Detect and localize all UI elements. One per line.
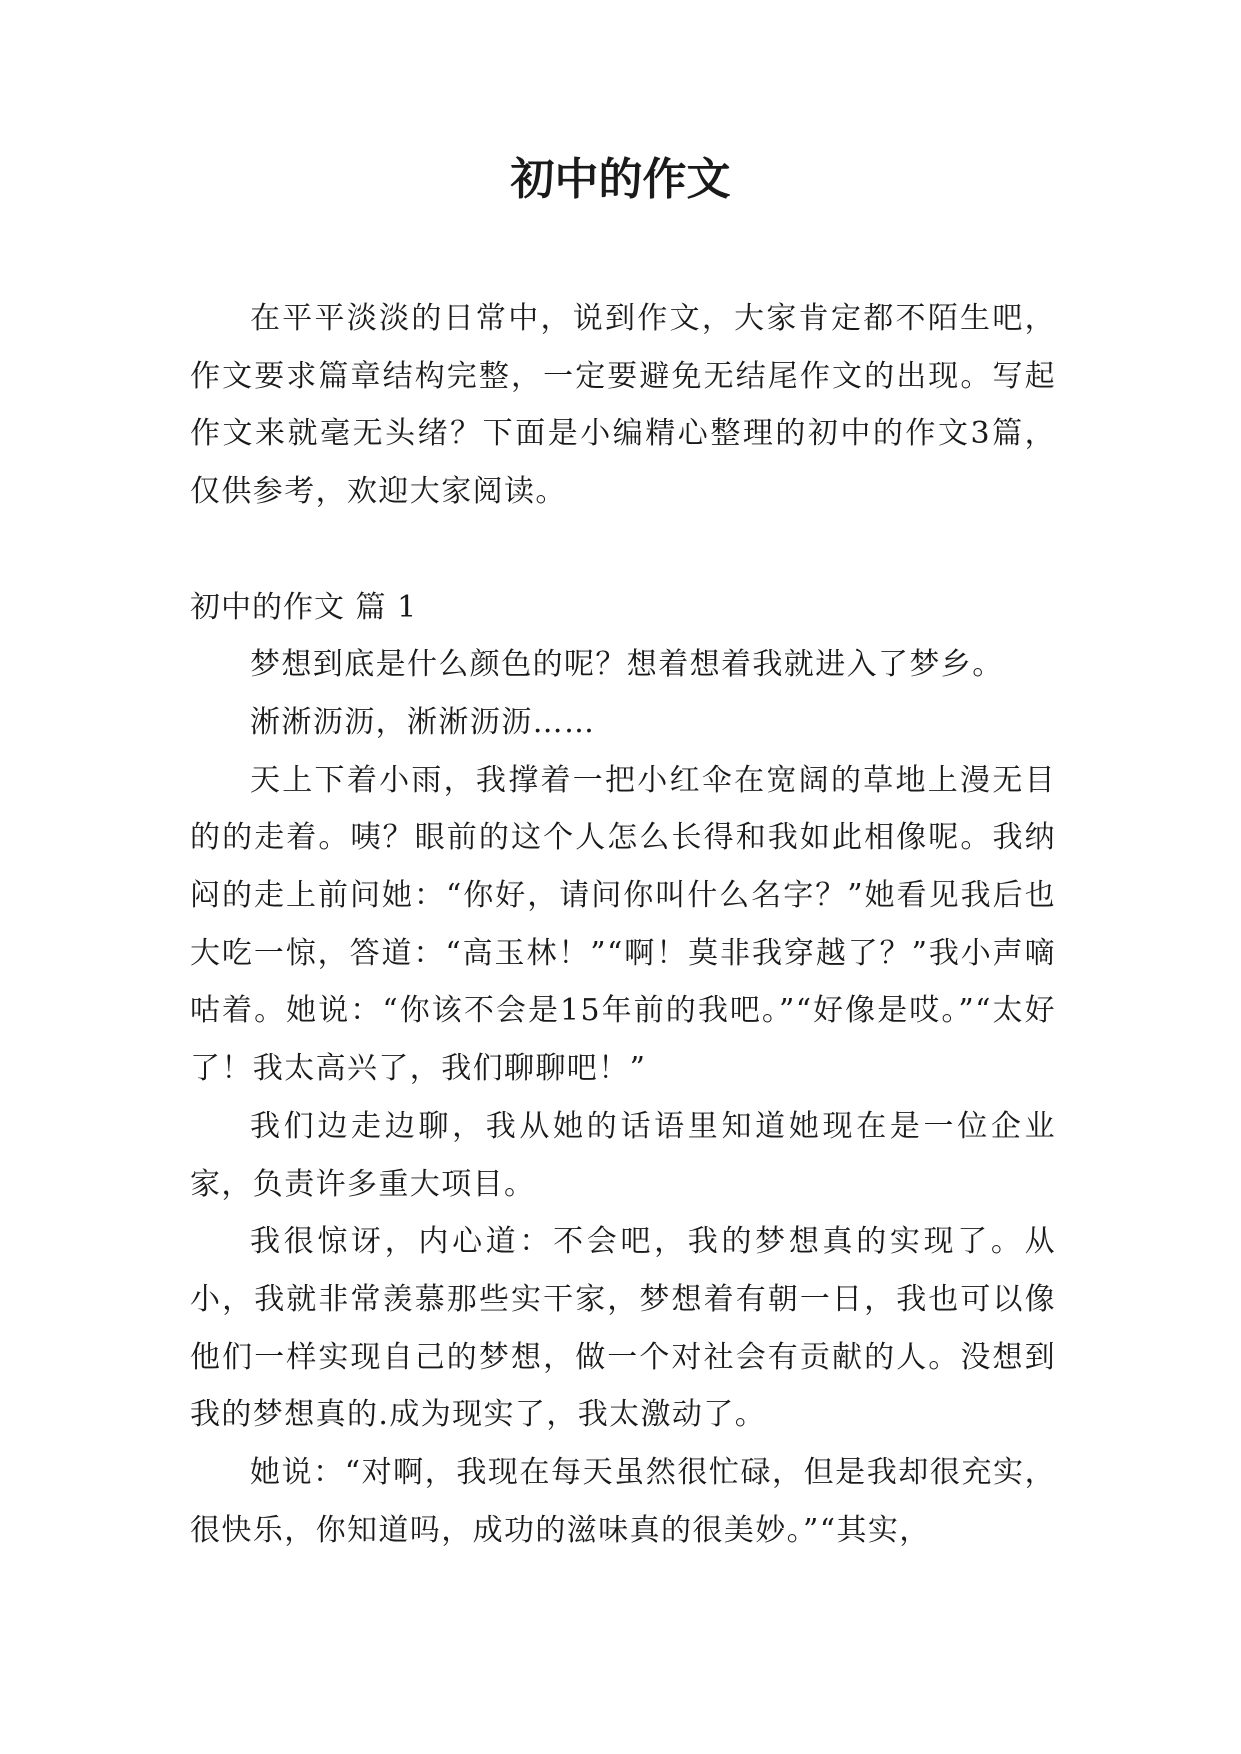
essay-paragraph: 她说：“对啊，我现在每天虽然很忙碌，但是我却很充实，很快乐，你知道吗，成功的滋味真的很美妙。”“其实， xyxy=(190,1455,1056,1548)
document-body xyxy=(190,290,1056,1559)
document-title: 初中的作文 xyxy=(510,154,731,205)
essay-paragraph: 天上下着小雨，我撑着一把小红伞在宽阔的草地上漫无目的的走着。咦？眼前的这个人怎么长得和我如此相像呢。我纳闷的走上前问她：“你好，请问你叫什么名字？”她看见我后也大吃一惊，答道：“高玉林！”“啊！莫非我穿越了？”我小声嘀咕着。她说：“你该不会是15年前的我吧。”“好像是哎。”“太好了！我太高兴了，我们聊聊吧！” xyxy=(190,762,1056,1087)
intro-paragraph: 在平平淡淡的日常中，说到作文，大家肯定都不陌生吧，作文要求篇章结构完整，一定要避免无结尾作文的出现。写起作文来就毫无头绪？下面是小编精心整理的初中的作文3篇，仅供参考，欢迎大家阅读。 xyxy=(190,301,1056,510)
essay-paragraph: 我们边走边聊，我从她的话语里知道她现在是一位企业家，负责许多重大项目。 xyxy=(190,1108,1056,1202)
section-heading: 初中的作文 篇 1 xyxy=(190,589,418,625)
essay-paragraph: 淅淅沥沥，淅淅沥沥…… xyxy=(250,704,596,740)
essay-paragraph: 梦想到底是什么颜色的呢？想着想着我就进入了梦乡。 xyxy=(250,647,1004,683)
essay-paragraph: 我很惊讶，内心道：不会吧，我的梦想真的实现了。从小，我就非常羡慕那些实干家，梦想着有朝一日，我也可以像他们一样实现自己的梦想，做一个对社会有贡献的人。没想到我的梦想真的.成为现实了，我太激动了。 xyxy=(190,1224,1056,1433)
